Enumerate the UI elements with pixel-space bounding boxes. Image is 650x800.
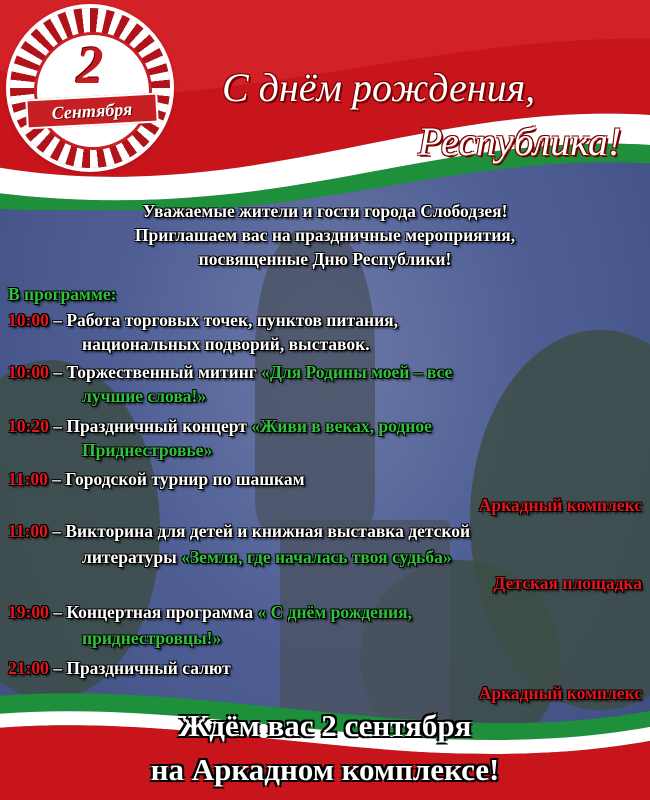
program-time: 10:20 [8,416,49,436]
program-event-title: «Земля, где началась твоя судьба» [181,547,452,567]
program-text: Праздничный концерт [66,416,252,436]
program-dash: – [47,521,66,541]
program-item [8,657,231,679]
program-item [8,520,470,542]
program-text: Концертная программа [66,602,258,622]
program-item [8,468,305,490]
program-text: Работа торговых точек, пунктов питания, [66,310,399,330]
program-text-continued [82,546,452,568]
date-emblem [10,8,170,168]
program-item [8,361,452,383]
program-event-title-continued: Приднестровье» [82,440,213,460]
program-text: Торжественный митинг [66,362,262,382]
program-text: литературы [82,547,182,567]
emblem-month: Сентября [25,93,158,130]
program-text-continued: национальных подворий, выставок. [82,334,370,354]
program-item [8,309,398,331]
program-time: 21:00 [8,658,49,678]
intro-line: Уважаемые жители и гости города Слободзея! [142,201,508,221]
title-line-2: Республика! [418,119,622,164]
program-location: Детская площадка [493,573,642,593]
program-text: Праздничный салют [66,658,231,678]
program-event-title: « С днём рождения, [257,602,412,622]
program-dash: – [48,416,67,436]
program-text: Городской турнир по шашкам [65,469,305,489]
program-dash: – [48,602,67,622]
program-dash: – [47,469,66,489]
program-heading: В программе: [8,284,117,304]
program-event-title: «Живи в веках, родное [251,416,432,436]
program-time: 10:00 [8,362,49,382]
program-item [8,601,412,623]
program-event-title-continued: лучшие слова!» [82,386,207,406]
program-dash: – [48,310,67,330]
intro-line: Приглашаем вас на праздничные мероприятия, [134,225,516,245]
program-dash: – [48,362,67,382]
emblem-day: 2 [76,35,104,95]
program-location: Аркадный комплекс [478,683,642,703]
footer-line-2: на Аркадном комплексе! [150,752,500,787]
program-dash: – [48,658,67,678]
footer-line-1: Ждём вас 2 сентября [178,708,472,743]
program-time: 11:00 [8,521,48,541]
title-line-1: С днём рождения, [222,65,536,110]
program-event-title: «Для Родины моей – все [261,362,453,382]
program-item [8,415,432,437]
program-time: 10:00 [8,310,49,330]
program-time: 11:00 [8,469,48,489]
program-time: 19:00 [8,602,49,622]
intro-line: посвященные Дню Республики! [198,249,452,269]
program-text: Викторина для детей и книжная выставка детской [65,521,471,541]
program-location: Аркадный комплекс [478,495,642,515]
program-event-title-continued: приднестровцы!» [82,628,222,648]
